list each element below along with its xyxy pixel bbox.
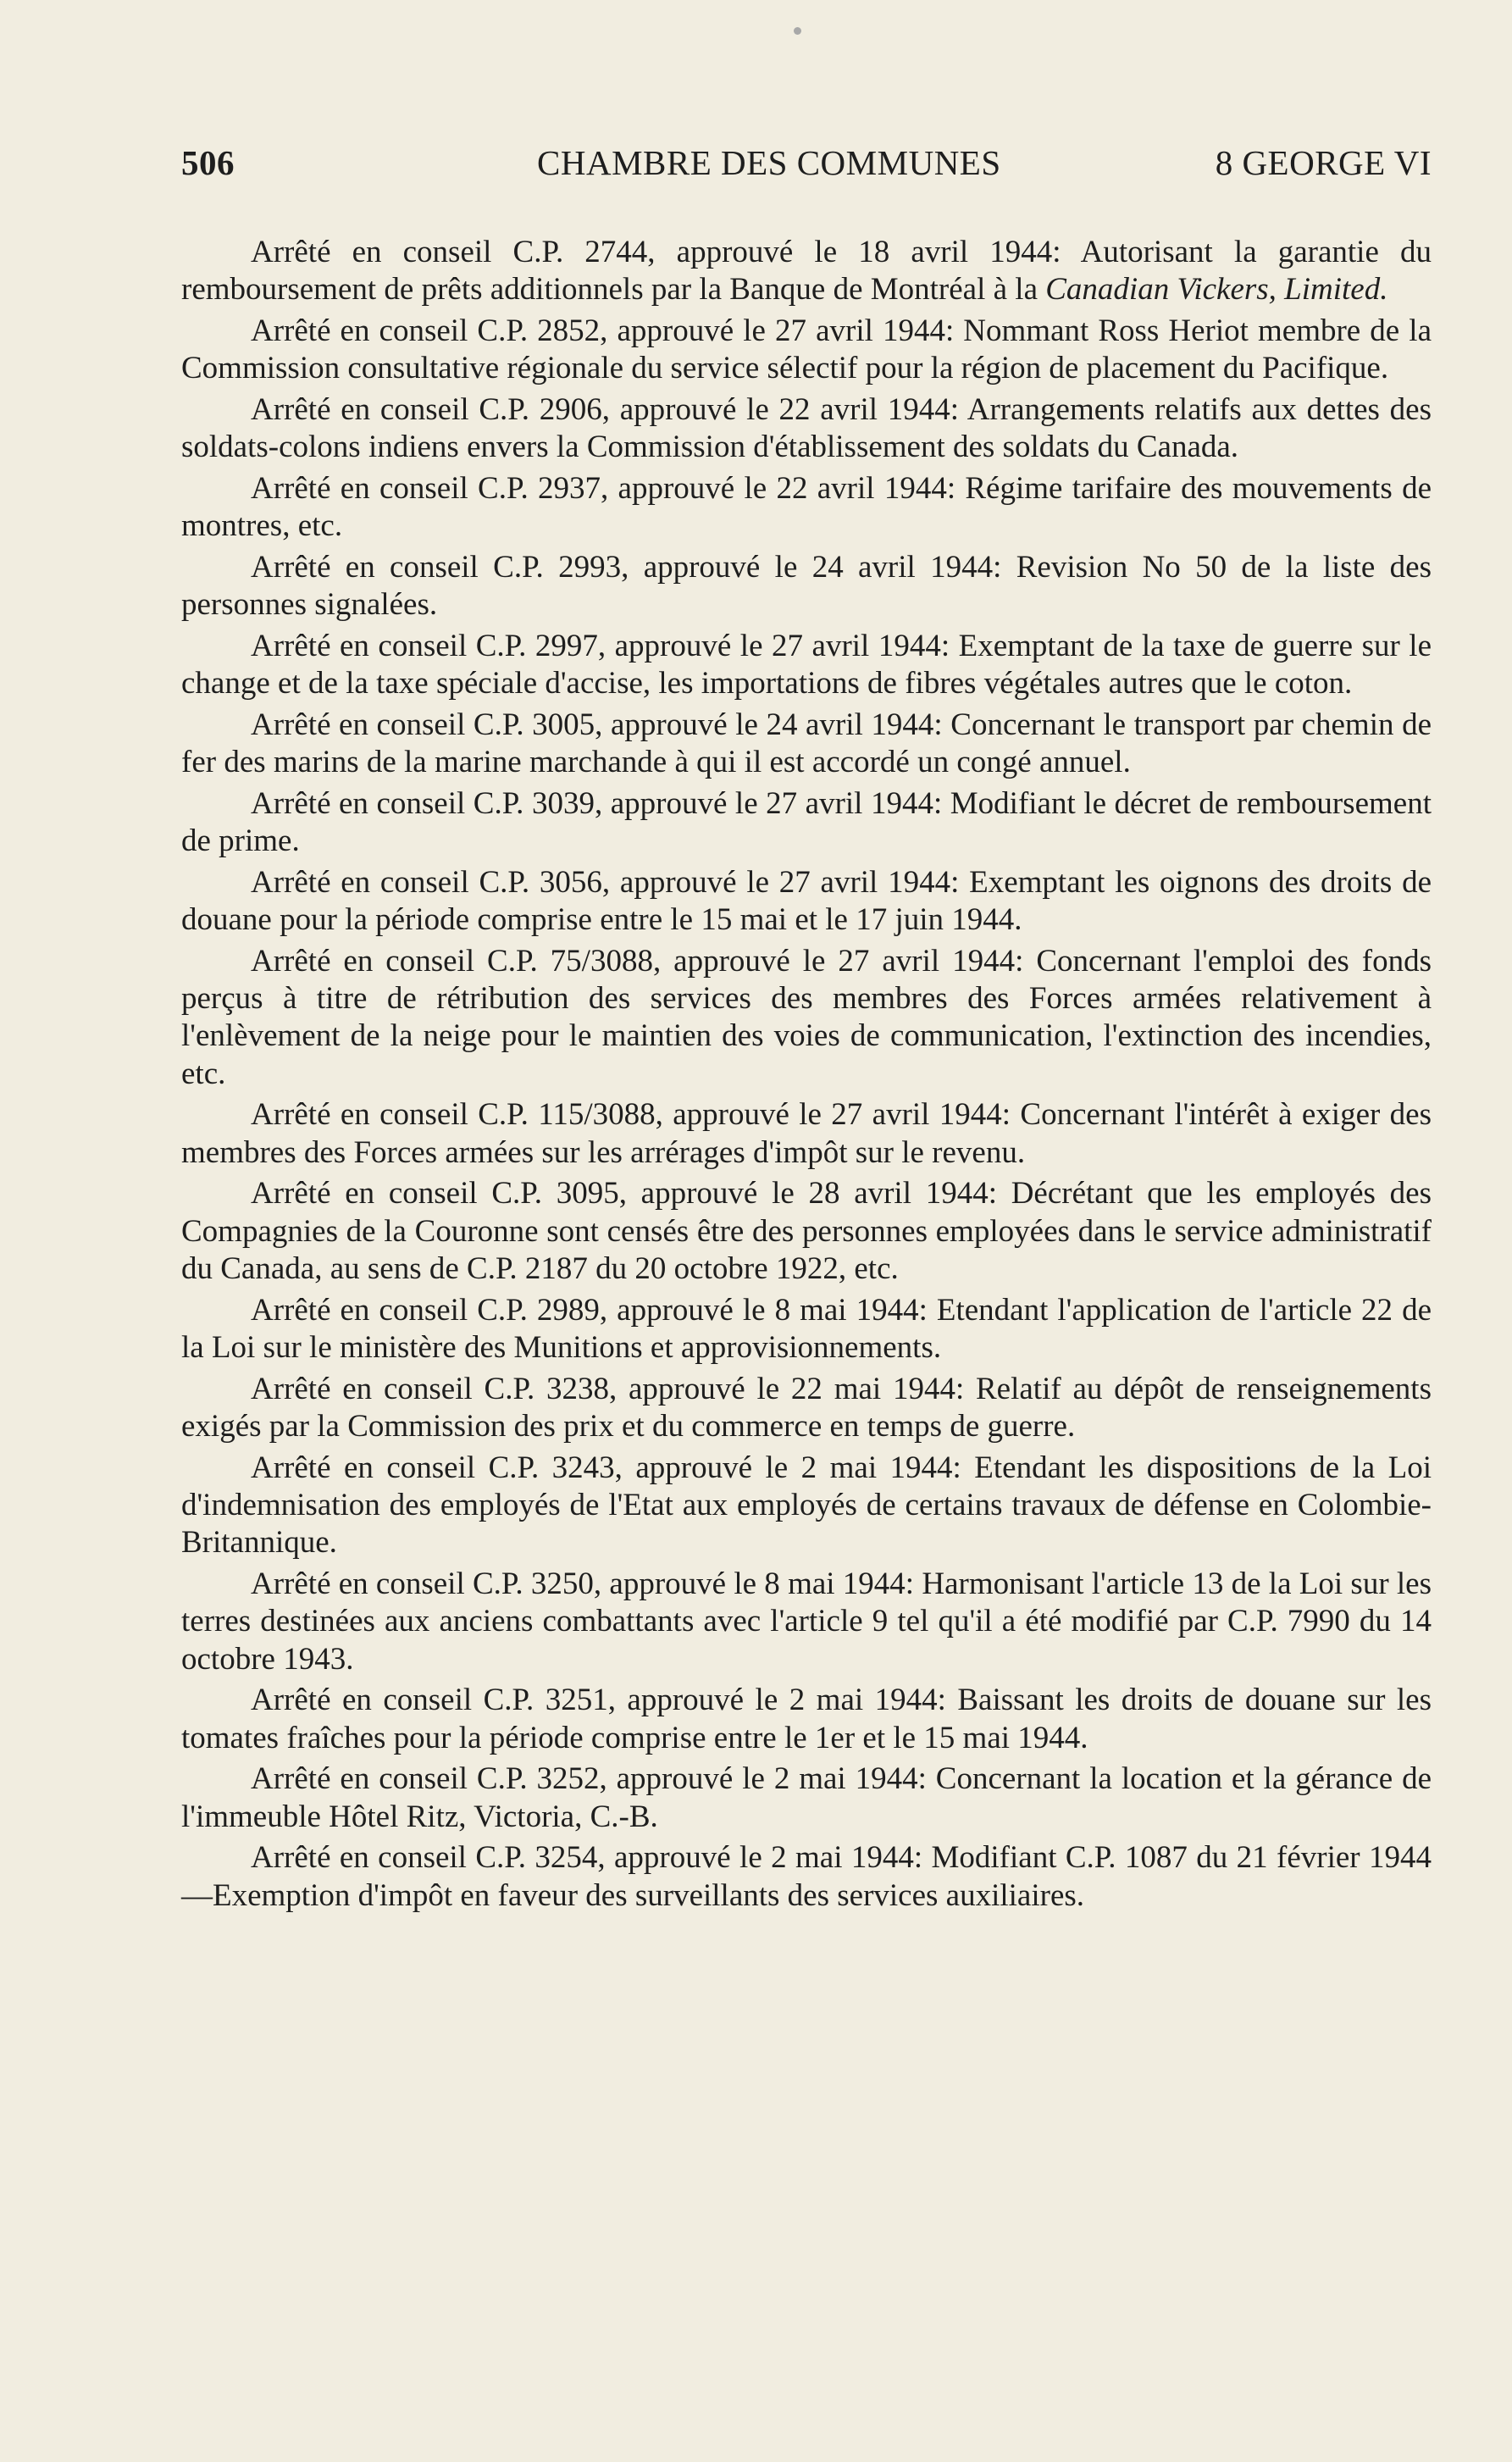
order-entry: Arrêté en conseil C.P. 2997, approuvé le 27 avril 1944: Exemptant de la taxe de guerre sur le change et de la taxe spéciale d'accise, les importations de fibres végétales autres que le coton. <box>181 628 1432 701</box>
order-entry: Arrêté en conseil C.P. 75/3088, approuvé le 27 avril 1944: Concernant l'emploi des fonds perçus à titre de rétribution des services des membres des Forces armées relativement à l'enlèvement de la neige pour le maintien des voies de communication, l'extinction des incendies, etc. <box>181 943 1432 1091</box>
company-name: Canadian Vickers, Limited. <box>1045 272 1388 308</box>
order-entry: Arrêté en conseil C.P. 3238, approuvé le 22 mai 1944: Relatif au dépôt de renseignements exigés par la Commission des prix et du commerce en temps de guerre. <box>181 1371 1432 1444</box>
regnal-year: 8 GEORGE VI <box>1215 143 1432 182</box>
order-entry: Arrêté en conseil C.P. 3250, approuvé le 8 mai 1944: Harmonisant l'article 13 de la Loi sur les terres destinées aux anciens combattants avec l'article 9 tel qu'il a été modifié par C.P. 7990 du 14 octobre 1943. <box>181 1566 1432 1677</box>
ink-mark <box>794 27 801 35</box>
page-number: 506 <box>181 143 235 182</box>
order-entry: Arrêté en conseil C.P. 2989, approuvé le 8 mai 1944: Etendant l'application de l'article 22 de la Loi sur le ministère des Munitions et approvisionnements. <box>181 1292 1432 1365</box>
order-entry: Arrêté en conseil C.P. 3254, approuvé le 2 mai 1944: Modifiant C.P. 1087 du 21 février 1944—Exemption d'impôt en faveur des surveillants des services auxiliaires. <box>181 1840 1432 1913</box>
order-entry: Arrêté en conseil C.P. 2852, approuvé le 27 avril 1944: Nommant Ross Heriot membre de la Commission consultative régionale du service sélectif pour la région de placement du Pacifique. <box>181 313 1432 386</box>
order-entry: Arrêté en conseil C.P. 115/3088, approuvé le 27 avril 1944: Concernant l'intérêt à exiger des membres des Forces armées sur les arrérages d'impôt sur le revenu. <box>181 1097 1432 1170</box>
order-entry: Arrêté en conseil C.P. 3251, approuvé le 2 mai 1944: Baissant les droits de douane sur les tomates fraîches pour la période comprise entre le 1er et le 15 mai 1944. <box>181 1683 1432 1755</box>
order-entry: Arrêté en conseil C.P. 3005, approuvé le 24 avril 1944: Concernant le transport par chemin de fer des marins de la marine marchande à qui il est accordé un congé annuel. <box>181 707 1432 780</box>
order-entry: Arrêté en conseil C.P. 3039, approuvé le 27 avril 1944: Modifiant le décret de remboursement de prime. <box>181 785 1432 859</box>
order-entry: Arrêté en conseil C.P. 2906, approuvé le 22 avril 1944: Arrangements relatifs aux dettes des soldats-colons indiens envers la Commission d'établissement des soldats du Canada. <box>181 391 1432 465</box>
order-entry: Arrêté en conseil C.P. 3056, approuvé le 27 avril 1944: Exemptant les oignons des droits de douane pour la période comprise entre le 15 mai et le 17 juin 1944. <box>181 864 1432 938</box>
order-entry: Arrêté en conseil C.P. 2937, approuvé le 22 avril 1944: Régime tarifaire des mouvements de montres, etc. <box>181 470 1432 544</box>
running-header <box>181 142 1432 193</box>
order-entry: Arrêté en conseil C.P. 3095, approuvé le 28 avril 1944: Décrétant que les employés des Compagnies de la Couronne sont censés être des personnes employées dans le service administratif du Canada, au sens de C.P. 2187 du 20 octobre 1922, etc. <box>181 1176 1432 1287</box>
header-title: CHAMBRE DES COMMUNES <box>537 143 1001 182</box>
order-entry: Arrêté en conseil C.P. 3252, approuvé le 2 mai 1944: Concernant la location et la gérance de l'immeuble Hôtel Ritz, Victoria, C.-B. <box>181 1761 1432 1834</box>
order-list <box>181 234 1432 1918</box>
order-entry: Arrêté en conseil C.P. 2993, approuvé le 24 avril 1944: Revision No 50 de la liste des personnes signalées. <box>181 549 1432 623</box>
order-entry: Arrêté en conseil C.P. 2744, approuvé le 18 avril 1944: Autorisant la garantie du remboursement de prêts additionnels par la Banque de Montréal à la Canadian Vickers, Limited. <box>181 235 1432 308</box>
order-entry: Arrêté en conseil C.P. 3243, approuvé le 2 mai 1944: Etendant les dispositions de la Loi d'indemnisation des employés de l'Etat aux employés de certains travaux de défense en Colombie-Britannique. <box>181 1450 1432 1561</box>
